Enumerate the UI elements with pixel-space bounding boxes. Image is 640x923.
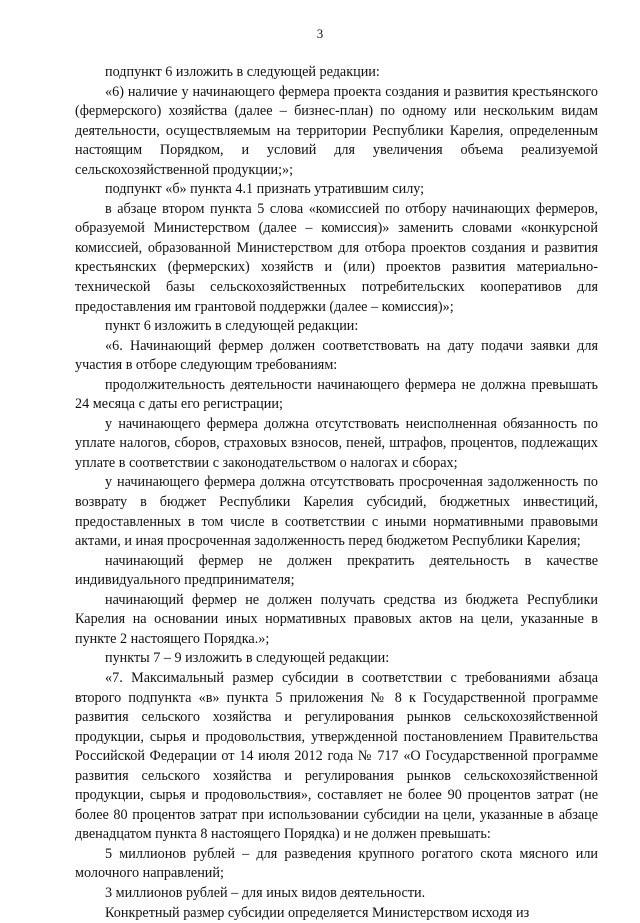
- page-number: 3: [316, 26, 324, 41]
- paragraph: начинающий фермер не должен прекратить деятельность в качестве индивидуального предпринимателя;: [75, 552, 598, 589]
- paragraph: Конкретный размер субсидии определяется Министерством исходя из: [105, 904, 530, 921]
- paragraph: «7. Максимальный размер субсидии в соответствии с требованиями абзаца второго подпункта «в» пункта 5 приложения № 8 к Государственной программе развития сельского хозяйства и регулирования рынков сельскохозяйственной продукции, сырья и продовольствия, утвержденной постановлением Правительства Российской Федерации от 14 июля 2012 года № 717 «О Государственной программе развития сельского хозяйства и регулирования рынков сельскохозяйственной продукции, сырья и продовольствия», составляет не более 90 процентов затрат (не более 80 процентов затрат при использовании субсидии на цели, указанные в абзаце двенадцатом пункта 8 настоящего Порядка) и не должен превышать:: [75, 669, 598, 843]
- paragraph: в абзаце втором пункта 5 слова «комиссией по отбору начинающих фермеров, образуемой Министерством (далее – комиссия)» заменить словами «конкурсной комиссией, образованной Министерством для отбора проектов создания и развития крестьянских (фермерских) хозяйств и (или) проектов развития материально-технической базы сельскохозяйственных потребительских кооперативов для предоставления им грантовой поддержки (далее – комиссия)»;: [75, 200, 598, 315]
- paragraph: начинающий фермер не должен получать средства из бюджета Республики Карелия на основании иных нормативных правовых актов на цели, указанные в пункте 2 настоящего Порядка.»;: [75, 591, 598, 647]
- paragraph: пункт 6 изложить в следующей редакции:: [105, 318, 359, 335]
- paragraph: подпункт «б» пункта 4.1 признать утратившим силу;: [105, 181, 425, 198]
- paragraph: пункты 7 – 9 изложить в следующей редакции:: [105, 650, 390, 667]
- paragraph: продолжительность деятельности начинающего фермера не должна превышать 24 месяца с даты его регистрации;: [75, 376, 598, 413]
- paragraph: у начинающего фермера должна отсутствовать неисполненная обязанность по уплате налогов, сборов, страховых взносов, пеней, штрафов, процентов, подлежащих уплате в соответствии с законодательством о налогах и сборах;: [75, 415, 598, 471]
- document-body: [75, 63, 598, 923]
- paragraph: 3 миллионов рублей – для иных видов деятельности.: [105, 884, 426, 901]
- paragraph: у начинающего фермера должна отсутствовать просроченная задолженность по возврату в бюджет Республики Карелия субсидий, бюджетных инвестиций, предоставленных в том числе в соответствии с иными нормативными правовыми актами, и иная просроченная задолженность перед бюджетом Республики Карелия;: [75, 474, 598, 550]
- paragraph: «6. Начинающий фермер должен соответствовать на дату подачи заявки для участия в отборе следующим требованиям:: [75, 337, 598, 374]
- paragraph: подпункт 6 изложить в следующей редакции:: [105, 64, 380, 80]
- paragraph: «6) наличие у начинающего фермера проекта создания и развития крестьянского (фермерского) хозяйства (далее – бизнес-план) по одному или нескольким видам деятельности, осуществляемым на территории Республики Карелия, определенным настоящим Порядком, и условий для увеличения объема реализуемой сельскохозяйственной продукции;»;: [75, 83, 598, 178]
- paragraph: 5 миллионов рублей – для разведения крупного рогатого скота мясного или молочного направлений;: [75, 845, 598, 882]
